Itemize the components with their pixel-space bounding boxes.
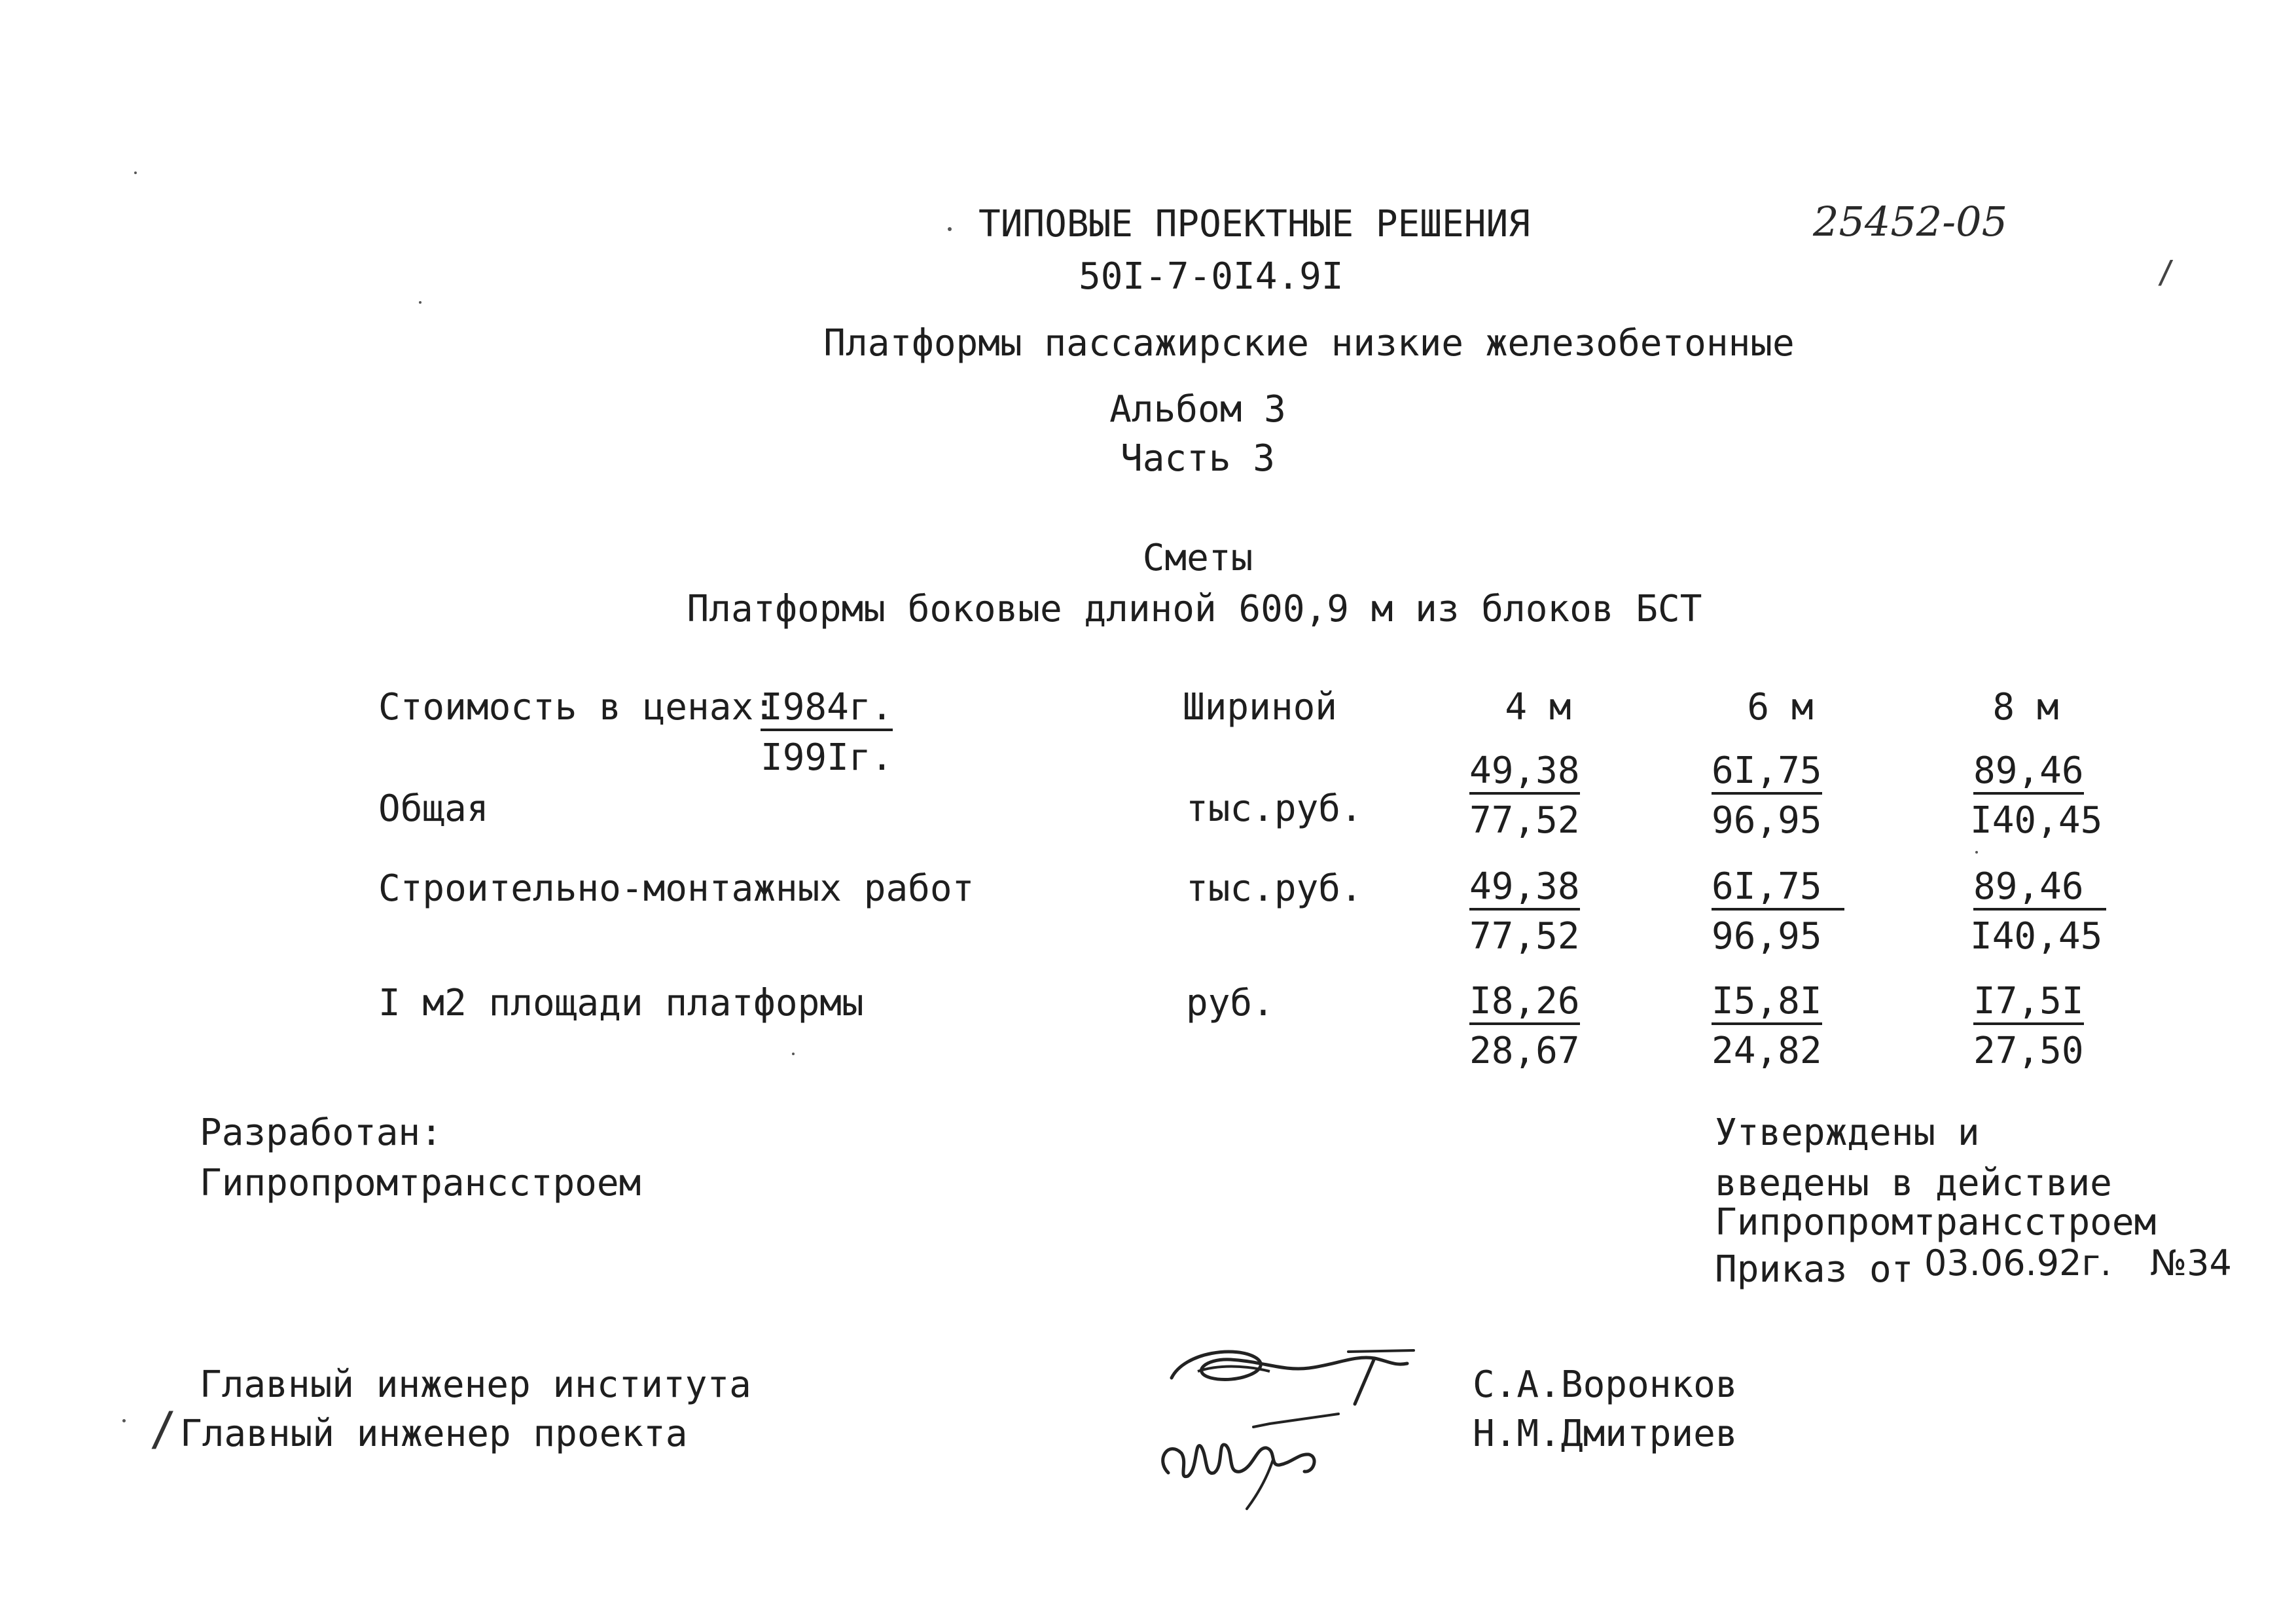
signature-voronkov <box>1158 1332 1420 1411</box>
value-1991: 28,67 <box>1469 1030 1580 1072</box>
column-header-4m: 4 м <box>1505 686 1571 729</box>
row-unit-construction: тыс.руб. <box>1186 867 1363 910</box>
chief-project-name: Н.М.Дмитриев <box>1473 1413 1738 1455</box>
scan-speck <box>1975 851 1978 854</box>
doc-type-label: Сметы <box>1142 537 1253 579</box>
order-date: 03.06.92г. <box>1924 1242 2112 1284</box>
value-1984: 49,38 <box>1469 753 1580 795</box>
row-label-construction: Строительно-монтажных работ <box>378 867 975 910</box>
subject-label: Платформы боковые длиной 600,9 м из блоков БСТ <box>687 588 1702 630</box>
signature-dmitriev <box>1142 1401 1391 1512</box>
developer-label: Разработан: <box>200 1111 442 1154</box>
price-year-1984: I984г. <box>761 689 893 731</box>
chief-institute-name: С.А.Воронков <box>1473 1363 1738 1406</box>
approval-line-2: введены в действие <box>1715 1162 2112 1204</box>
value-1991: 24,82 <box>1712 1030 1822 1072</box>
chief-project-role: Главный инженер проекта <box>180 1413 688 1455</box>
value-1984: 89,46 <box>1973 869 2106 911</box>
project-code: 50I-7-0I4.9I <box>1079 255 1344 298</box>
scan-mark: / <box>2157 254 2176 291</box>
value-1984: I8,26 <box>1469 983 1580 1025</box>
approval-line-3: Гипропромтрансстроем <box>1715 1201 2157 1244</box>
scan-speck <box>122 1419 126 1422</box>
row-unit-total: тыс.руб. <box>1186 787 1363 830</box>
revision-slash: / <box>149 1402 177 1456</box>
value-1991: 27,50 <box>1973 1030 2084 1072</box>
value-1991: 77,52 <box>1469 799 1580 842</box>
document-title: Платформы пассажирские низкие железобетонные <box>823 322 1795 365</box>
inventory-number: 25452-05 <box>1813 198 2008 245</box>
value-1991: 96,95 <box>1712 799 1822 842</box>
value-1984: 6I,75 <box>1712 869 1844 911</box>
column-header-8m: 8 м <box>1992 686 2059 729</box>
scan-speck <box>134 171 137 174</box>
value-1984: 6I,75 <box>1712 753 1822 795</box>
width-label: Шириной <box>1183 686 1338 729</box>
value-1984: I7,5I <box>1973 983 2084 1025</box>
order-label: Приказ от <box>1715 1248 1914 1291</box>
row-label-total: Общая <box>378 787 489 830</box>
album-label: Альбом 3 <box>1109 388 1286 431</box>
value-1991: 77,52 <box>1469 915 1580 958</box>
price-label: Стоимость в ценах: <box>378 686 776 729</box>
value-1991: I40,45 <box>1970 799 2103 842</box>
approval-line-1: Утверждены и <box>1715 1111 1980 1154</box>
scan-speck <box>792 1053 795 1055</box>
scan-speck <box>948 227 952 231</box>
part-label: Часть 3 <box>1120 437 1275 480</box>
value-1991: 96,95 <box>1712 915 1822 958</box>
series-title: ТИПОВЫЕ ПРОЕКТНЫЕ РЕШЕНИЯ <box>978 203 1530 245</box>
scan-speck <box>419 301 422 304</box>
order-number: №34 <box>2150 1242 2232 1284</box>
value-1984: 49,38 <box>1469 869 1580 911</box>
value-1991: I40,45 <box>1970 915 2103 958</box>
column-header-6m: 6 м <box>1747 686 1814 729</box>
price-year-1991: I99Iг. <box>761 736 893 779</box>
chief-institute-role: Главный инженер института <box>200 1363 751 1406</box>
value-1984: I5,8I <box>1712 983 1822 1025</box>
row-unit-per-sqm: руб. <box>1186 982 1274 1024</box>
value-1984: 89,46 <box>1973 753 2084 795</box>
developer-org: Гипропромтрансстроем <box>200 1162 641 1204</box>
row-label-per-sqm: I м2 площади платформы <box>378 982 864 1024</box>
